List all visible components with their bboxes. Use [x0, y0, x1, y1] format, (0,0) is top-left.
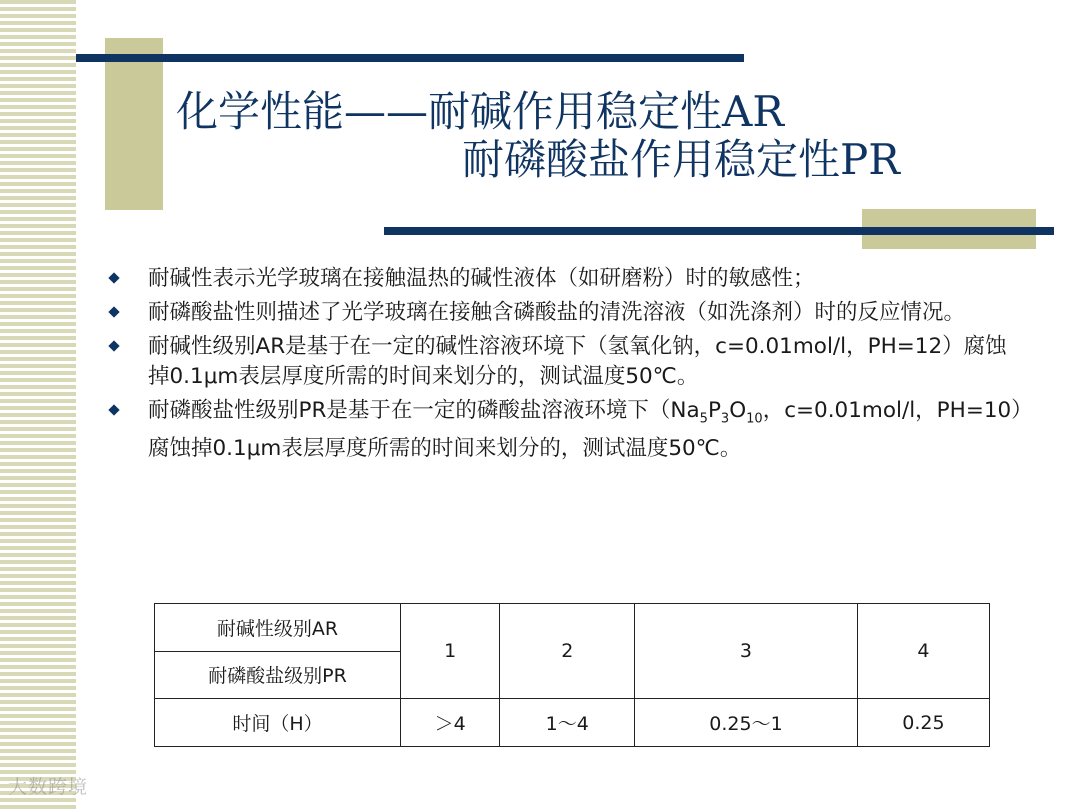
grade-table — [154, 603, 990, 747]
table-row — [155, 699, 990, 747]
time-cell: ＞4 — [401, 699, 500, 747]
table-header-ar: 耐碱性级别AR — [155, 604, 401, 652]
bullet-text-part: P — [707, 398, 721, 423]
bullet-diamond-icon — [108, 404, 119, 415]
grade-cell: 4 — [857, 604, 989, 699]
watermark: 大数跨境 — [8, 776, 89, 798]
bullet-list — [106, 264, 1026, 468]
time-cell: 1～4 — [500, 699, 635, 747]
time-cell: 0.25～1 — [635, 699, 858, 747]
bullet-diamond-icon — [108, 306, 119, 317]
slide-title — [176, 88, 1036, 184]
title-line-2: 耐磷酸盐作用稳定性PR — [462, 135, 900, 184]
title-rule-bottom — [384, 227, 1054, 235]
bullet-text: 耐磷酸盐性则描述了光学玻璃在接触含磷酸盐的清洗溶液（如洗涤剂）时的反应情况。 — [148, 300, 966, 325]
decorative-block-left — [105, 38, 163, 210]
bullet-text-part: ，c=0.01mol/l，PH=10）腐蚀掉0.1μm表层厚度所需的时间来划分的，测试温度50℃。 — [148, 398, 1022, 462]
bullet-text: 耐碱性级别AR是基于在一定的碱性溶液环境下（氢氧化钠，c=0.01mol/l，PH=12）腐蚀掉0.1μm表层厚度所需的时间来划分的，测试温度50℃。 — [148, 334, 1007, 389]
bullet-text: 耐碱性表示光学玻璃在接触温热的碱性液体（如研磨粉）时的敏感性； — [148, 266, 815, 291]
bullet-text-part: 耐磷酸盐性级别PR是基于在一定的磷酸盐溶液环境下（Na — [148, 398, 700, 423]
grade-cell: 1 — [401, 604, 500, 699]
bullet-item — [106, 298, 1026, 328]
bullet-item — [106, 396, 1026, 464]
grade-cell: 3 — [635, 604, 858, 699]
grade-cell: 2 — [500, 604, 635, 699]
time-cell: 0.25 — [857, 699, 989, 747]
table-header-pr: 耐磷酸盐级别PR — [155, 651, 401, 699]
bullet-text-part: O — [729, 398, 747, 423]
bullet-diamond-icon — [108, 272, 119, 283]
decorative-stripes — [0, 0, 76, 810]
title-rule-top — [76, 54, 744, 62]
bullet-item — [106, 332, 1026, 392]
subscript: 5 — [699, 411, 708, 427]
subscript: 3 — [720, 411, 730, 427]
bullet-diamond-icon — [108, 340, 119, 351]
bullet-text — [148, 396, 1026, 464]
table-row — [155, 604, 990, 652]
table-header-time: 时间（H） — [155, 699, 401, 747]
bullet-item — [106, 264, 1026, 294]
title-line-1: 化学性能——耐碱作用稳定性AR — [176, 87, 784, 136]
subscript: 10 — [746, 411, 763, 427]
